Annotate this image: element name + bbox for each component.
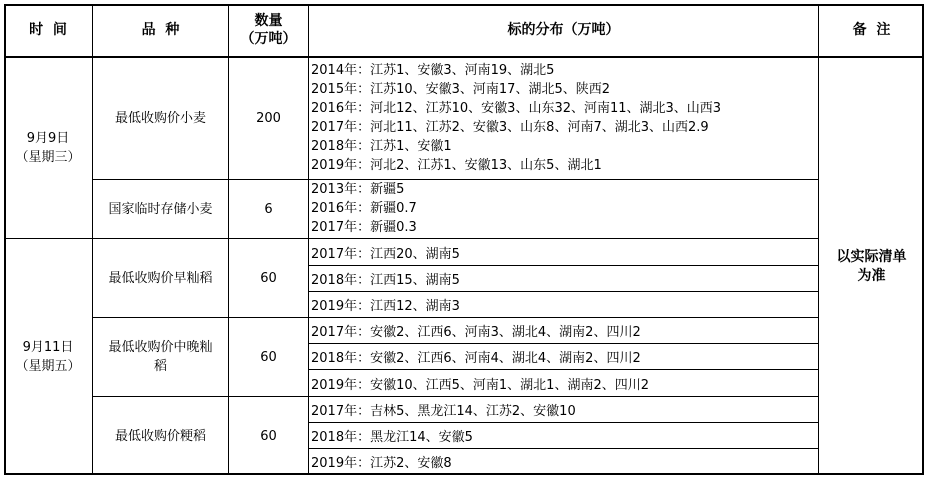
distribution-line: 2017年：吉林5、黑龙江14、江苏2、安徽10	[311, 404, 576, 419]
variety-early-indica-rice: 最低收购价早籼稻	[108, 270, 213, 286]
distribution-line: 2016年：河北12、江苏10、安徽3、山东32、河南11、湖北3、山西3	[311, 101, 722, 116]
variety-temp-storage-wheat: 国家临时存储小麦	[108, 201, 213, 217]
variety-mid-late-indica-rice: 最低收购价中晚籼 稻	[108, 340, 213, 374]
remark-cell: 以实际清单 为准	[836, 248, 907, 284]
distribution-line: 2019年：江苏2、安徽8	[311, 456, 452, 471]
quantity-cell: 6	[264, 201, 273, 217]
header-time: 时 间	[29, 21, 67, 38]
quantity-cell: 60	[260, 270, 277, 286]
distribution-line: 2018年：黑龙江14、安徽5	[311, 430, 473, 445]
date-cell-sep11: 9月11日 （星期五）	[15, 340, 81, 374]
distribution-line: 2015年：江苏10、安徽3、河南17、湖北5、陕西2	[311, 82, 610, 97]
distribution-line: 2017年：江西20、湖南5	[311, 246, 460, 262]
header-remark: 备 注	[852, 21, 891, 38]
header-variety: 品 种	[141, 21, 180, 38]
distribution-line: 2016年：新疆0.7	[311, 201, 417, 216]
distribution-line: 2018年：江苏1、安徽1	[311, 139, 452, 154]
distribution-line: 2019年：河北2、江苏1、安徽13、山东5、湖北1	[311, 158, 602, 173]
variety-min-price-wheat: 最低收购价小麦	[114, 111, 206, 126]
distribution-line: 2014年：江苏1、安徽3、河南19、湖北5	[311, 63, 555, 78]
date-cell-sep9: 9月9日 （星期三）	[15, 131, 81, 165]
distribution-line: 2018年：江西15、湖南5	[311, 273, 460, 288]
quantity-cell: 200	[256, 111, 281, 126]
distribution-line: 2017年：安徽2、江西6、河南3、湖北4、湖南2、四川2	[311, 325, 641, 340]
distribution-line: 2017年：河北11、江苏2、安徽3、山东8、河南7、湖北3、山西2.9	[311, 120, 709, 135]
col-line-3	[308, 4, 309, 475]
distribution-line: 2019年：江西12、湖南3	[311, 299, 460, 314]
distribution-line: 2018年：安徽2、江西6、河南4、湖北4、湖南2、四川2	[311, 351, 641, 366]
distribution-line: 2013年：新疆5	[311, 182, 405, 197]
header-distribution: 标的分布（万吨）	[507, 21, 620, 38]
header-quantity: 数量 （万吨）	[240, 13, 297, 47]
quantity-cell: 60	[260, 428, 277, 444]
distribution-line: 2019年：安徽10、江西5、河南1、湖北1、湖南2、四川2	[311, 377, 649, 393]
quantity-cell: 60	[260, 349, 277, 365]
distribution-line: 2017年：新疆0.3	[311, 220, 417, 235]
variety-japonica-rice: 最低收购价粳稻	[114, 428, 206, 444]
